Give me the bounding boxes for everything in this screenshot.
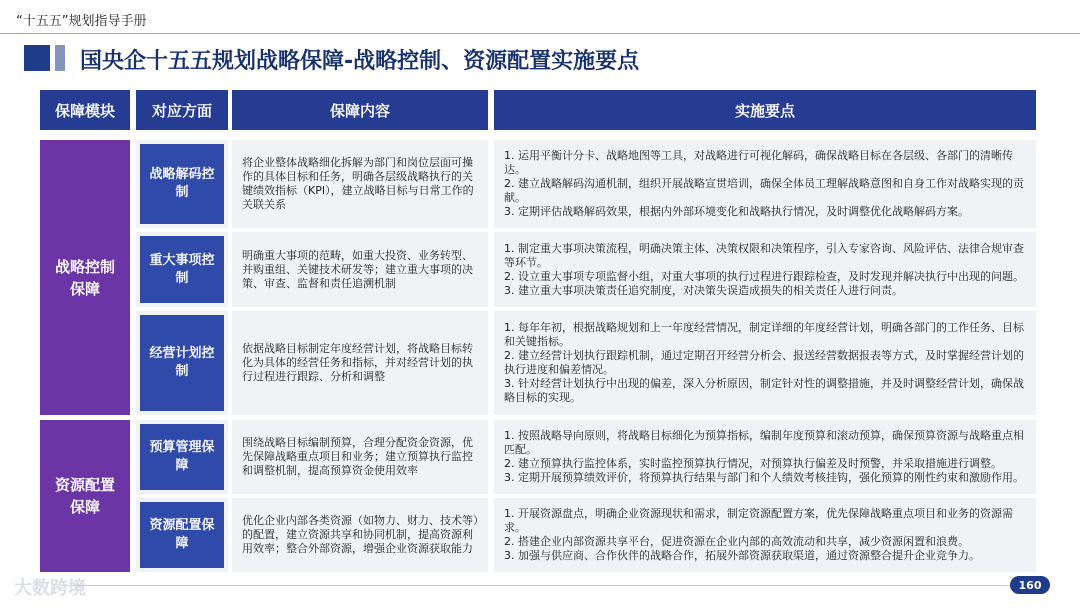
aspect-label: 资源配置保障	[140, 502, 224, 568]
aspect-cell	[136, 498, 228, 572]
point-item: 3. 建立重大事项决策责任追究制度，对决策失误造成损失的相关责任人进行问责。	[504, 283, 903, 297]
points-cell	[494, 140, 1036, 228]
content-cell	[232, 311, 488, 415]
aspect-label: 重大事项控制	[140, 236, 224, 303]
footer-divider	[60, 585, 1020, 586]
column-header-points: 实施要点	[494, 90, 1036, 130]
point-item: 2. 搭建企业内部资源共享平台，促进资源在企业内部的高效流动和共享，减少资源闲置和浪费。	[504, 535, 969, 548]
points-cell	[494, 420, 1036, 494]
point-item: 1. 运用平衡计分卡、战略地图等工具，对战略进行可视化解码，确保战略目标在各层级、各部门的清晰传达。	[504, 149, 1013, 176]
content-cell	[232, 232, 488, 307]
page-title: 国央企十五五规划战略保障-战略控制、资源配置实施要点	[80, 49, 640, 74]
aspect-cell	[136, 420, 228, 494]
content-text: 依据战略目标制定年度经营计划，将战略目标转化为具体的经营任务和指标，并对经营计划的执行过程进行跟踪、分析和调整	[242, 342, 473, 383]
point-item: 1. 按照战略导向原则，将战略目标细化为预算指标，编制年度预算和滚动预算，确保预算资源与战略重点相匹配。	[504, 429, 1024, 456]
aspect-cell	[136, 232, 228, 307]
aspect-cell	[136, 311, 228, 415]
content-text: 围绕战略目标编制预算，合理分配资金资源，优先保障战略重点项目和业务；建立预算执行监控和调整机制，提高预算资金使用效率	[242, 436, 473, 477]
point-item: 3. 加强与供应商、合作伙伴的战略合作，拓展外部资源获取渠道，通过资源整合提升企业竞争力。	[504, 549, 980, 562]
watermark-logo: 大数跨境	[14, 578, 86, 599]
title-accent-square	[24, 45, 50, 71]
point-item: 3. 定期开展预算绩效评价，将预算执行结果与部门和个人绩效考核挂钩，强化预算的刚性约束和激励作用。	[504, 471, 1024, 484]
column-header-content: 保障内容	[232, 90, 488, 130]
page-number: 160	[1010, 576, 1050, 594]
point-item: 3. 针对经营计划执行中出现的偏差，深入分析原因，制定针对性的调整措施，并及时调整经营计划，确保战略目标的实现。	[504, 377, 1024, 404]
handbook-label: “十五五”规划指导手册	[16, 14, 147, 29]
points-cell	[494, 232, 1036, 307]
point-item: 3. 定期评估战略解码效果，根据内外部环境变化和战略执行情况，及时调整优化战略解码方案。	[504, 205, 969, 218]
aspect-label: 经营计划控制	[140, 315, 224, 411]
point-item: 2. 建立经营计划执行跟踪机制，通过定期召开经营分析会、报送经营数据报表等方式，及时掌握经营计划的执行进度和偏差情况。	[504, 349, 1024, 376]
module-resource-allocation: 资源配置 保障	[40, 420, 130, 572]
title-accent-bar	[55, 45, 65, 71]
point-item: 2. 建立预算执行监控体系，实时监控预算执行情况，对预算执行偏差及时预警，并采取措施进行调整。	[504, 457, 1002, 470]
content-text: 明确重大事项的范畴，如重大投资、业务转型、并购重组、关键技术研发等；建立重大事项的决策、审查、监督和责任追溯机制	[242, 248, 473, 290]
point-item: 1. 制定重大事项决策流程，明确决策主体、决策权限和决策程序，引入专家咨询、风险评估、法律合规审查等环节。	[504, 241, 1024, 269]
column-header-module: 保障模块	[40, 90, 130, 130]
point-item: 1. 每年年初，根据战略规划和上一年度经营情况，制定详细的年度经营计划，明确各部门的工作任务、目标和关键指标。	[504, 321, 1024, 348]
point-item: 2. 设立重大事项专项监督小组，对重大事项的执行过程进行跟踪检查，及时发现并解决执行中出现的问题。	[504, 269, 1024, 283]
point-item: 2. 建立战略解码沟通机制，组织开展战略宣贯培训，确保全体员工理解战略意图和自身工作对战略实现的贡献。	[504, 177, 1024, 204]
aspect-label: 战略解码控制	[140, 144, 224, 224]
aspect-label: 预算管理保障	[140, 424, 224, 490]
points-cell	[494, 498, 1036, 572]
header-divider	[0, 33, 1080, 34]
aspect-cell	[136, 140, 228, 228]
module-strategy-control: 战略控制 保障	[40, 140, 130, 415]
point-item: 1. 开展资源盘点，明确企业资源现状和需求，制定资源配置方案，优先保障战略重点项目和业务的资源需求。	[504, 507, 1013, 534]
points-cell	[494, 311, 1036, 415]
content-cell	[232, 140, 488, 228]
content-cell	[232, 420, 488, 494]
content-text: 将企业整体战略细化拆解为部门和岗位层面可操作的具体目标和任务，明确各层级战略执行的关键绩效指标（KPI），建立战略目标与日常工作的关联关系	[242, 156, 474, 211]
content-cell	[232, 498, 488, 572]
content-text: 优化企业内部各类资源（如物力、财力、技术等）的配置，建立资源共享和协同机制，提高资源利用效率；整合外部资源，增强企业资源获取能力	[242, 514, 479, 555]
column-header-aspect: 对应方面	[136, 90, 228, 130]
